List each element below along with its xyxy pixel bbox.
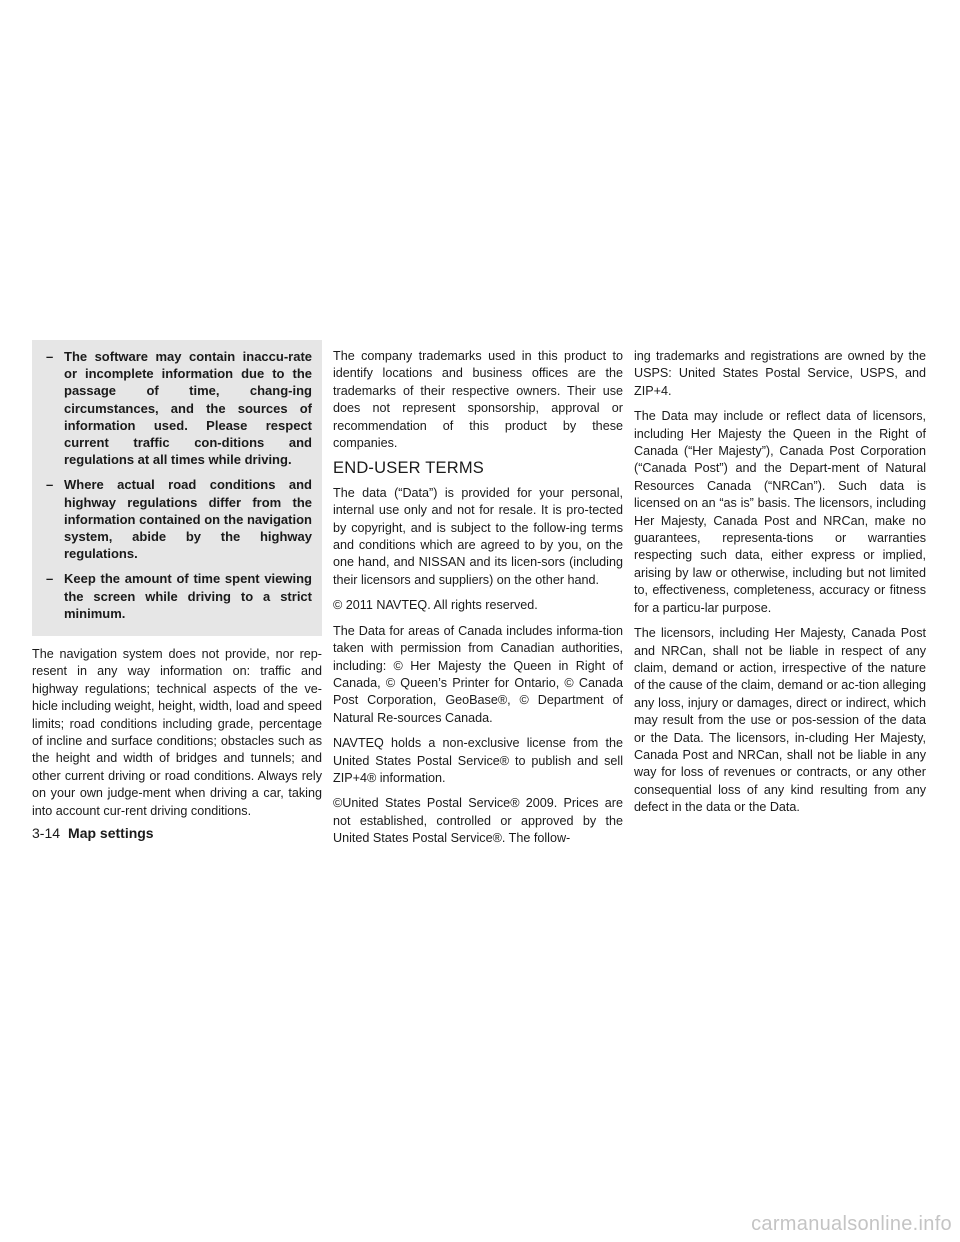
dash-bullet: – <box>46 571 54 587</box>
body-paragraph: ing trademarks and registrations are owned by the USPS: United States Postal Service, USPS, and ZIP+4. <box>634 349 926 398</box>
column-1 <box>32 348 322 828</box>
caution-item: – Where actual road conditions and highway regulations differ from the information contained on the navigation system, abide by the highway regulations. <box>46 477 312 562</box>
body-paragraph: © 2011 NAVTEQ. All rights reserved. <box>333 598 538 613</box>
body-paragraph: NAVTEQ holds a non-exclusive license from the United States Postal Service® to publish and sell ZIP+4® information. <box>333 736 623 785</box>
caution-item: – Keep the amount of time spent viewing the screen while driving to a strict minimum. <box>46 571 312 621</box>
navigation-disclaimer-paragraph: The navigation system does not provide, nor rep-resent in any way information on: traffic and highway regulations; technical aspects of the ve-hicle including weight, height, width, load and speed limits; road conditions including grade, percentage of incline and surface conditions; obstacles such as the height and width of bridges and tunnels; and other current driving or road conditions. Always rely on your own judge-ment when driving a car, taking into account cur-rent driving conditions. <box>32 647 322 818</box>
caution-box <box>32 340 322 636</box>
body-paragraph: The licensors, including Her Majesty, Canada Post and NRCan, shall not be liable in respect of any claim, demand or action, irrespective of the nature of the cause of the claim, demand or ac-tion alleging any loss, injury or damages, direct or indirect, which may result from the use or pos-session of the data or the Data. The licensors, in-cluding Her Majesty, Canada Post and NRCan, shall not be liable in any way for loss of revenues or contracts, or any other consequential loss of any kind resulting from any defect in the data or the Data. <box>634 626 926 815</box>
section-heading: END-USER TERMS <box>333 459 485 478</box>
body-paragraph: The data (“Data”) is provided for your personal, internal use only and not for resale. It is pro-tected by copyright, and is subject to the follow-ing terms and conditions which are agreed to by you, on the one hand, and NISSAN and its licen-sors (including their licensors and suppliers) on the other hand. <box>333 485 623 587</box>
body-paragraph: ©United States Postal Service® 2009. Prices are not established, controlled or approved by the United States Postal Service®. The follow- <box>333 796 623 846</box>
watermark: carmanualsonline.info <box>751 1213 952 1235</box>
section-title: Map settings <box>68 825 154 841</box>
trademarks-paragraph: The company trademarks used in this product to identify locations and business offices are the trademarks of their respective owners. Their use does not represent sponsorship, approval or recommendation of this product by these companies. <box>333 349 623 451</box>
body-paragraph: The Data may include or reflect data of licensors, including Her Majesty the Queen in the Right of Canada (“Her Majesty”), Canada Post Corporation (“Canada Post”) and the Depart-ment of Natural Resources Canada (“NRCan”). Such data is licensed on an “as is” basis. The licensors, including Her Majesty, Canada Post and NRCan, make no guarantees, representa-tions or warranties respecting such data, either express or implied, arising by law or otherwise, including but not limited to, effectiveness, completeness, accuracy or fitness for a particu-lar purpose. <box>634 409 926 615</box>
column-3 <box>634 348 926 825</box>
body-paragraph: The Data for areas of Canada includes informa-tion taken with permission from Canadian authorities, including: © Her Majesty the Queen in Right of Canada, © Queen’s Printer for Ontario, © Canada Post Corporation, GeoBase®, © Department of Natural Re-sources Canada. <box>333 623 623 725</box>
page-number: 3-14 <box>32 825 61 841</box>
dash-bullet: – <box>46 349 54 364</box>
column-2 <box>333 348 623 856</box>
page-footer <box>32 825 154 841</box>
dash-bullet: – <box>46 477 54 493</box>
caution-item: – The software may contain inaccu-rate or incomplete information due to the passage of time, chang-ing circumstances, and the sources of information used. Please respect current traffic con-ditions and regulations at all times while driving. <box>46 349 312 468</box>
